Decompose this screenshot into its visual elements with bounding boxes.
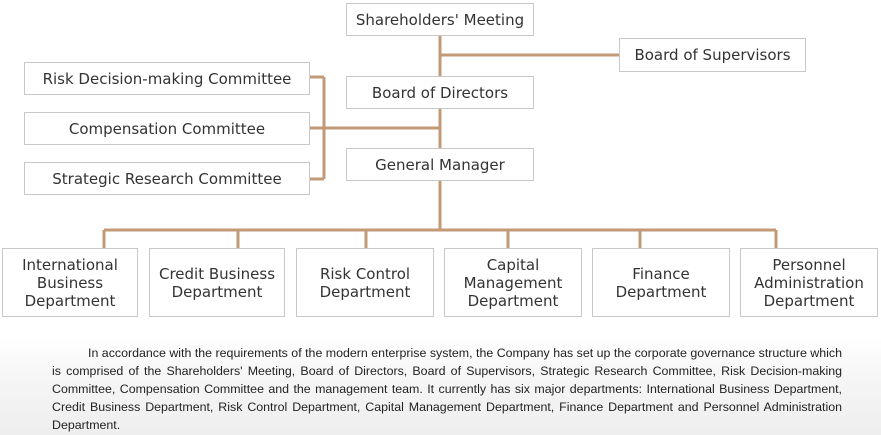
description-paragraph: In accordance with the requirements of the modern enterprise system, the Company has set up the corporate governance structure which is comprised of the Shareholders' Meeting, Board of Directors, Board of Supervisors, Strategic Research Committee, Risk Decision-making Committee, Compensation Committee and the management team. It currently has six major departments: International Business Department, Credit Business Department, Risk Control Department, Capital Management Department, Finance Department and Personnel Administration Department. [52,346,842,432]
node-shareholders-meeting [346,3,534,36]
node-dept-international-business [2,248,138,317]
node-general-manager [346,148,534,181]
node-board-of-supervisors [619,38,806,72]
node-dept-risk-control [296,248,434,317]
node-dept-finance [592,248,730,317]
node-label: Capital Management Department [463,255,563,310]
node-label: Risk Decision-making Committee [42,69,292,88]
node-label: Shareholders' Meeting [355,10,525,29]
node-label: Compensation Committee [68,119,266,138]
node-committee-risk-decision [24,62,310,95]
node-dept-credit-business [149,248,285,317]
node-label: Risk Control Department [319,264,411,301]
node-dept-personnel-administration [740,248,878,317]
node-board-of-directors [346,76,534,109]
node-label: Personnel Administration Department [754,255,864,310]
node-label: Board of Supervisors [634,46,791,64]
node-label: Credit Business Department [158,264,276,301]
node-label: Finance Department [615,264,707,301]
node-label: Strategic Research Committee [52,169,282,188]
node-label: Board of Directors [371,83,509,102]
node-label: International Business Department [22,255,118,310]
node-dept-capital-management [444,248,582,317]
node-committee-compensation [24,112,310,145]
node-label: General Manager [375,155,505,174]
node-committee-strategic-research [24,162,310,195]
